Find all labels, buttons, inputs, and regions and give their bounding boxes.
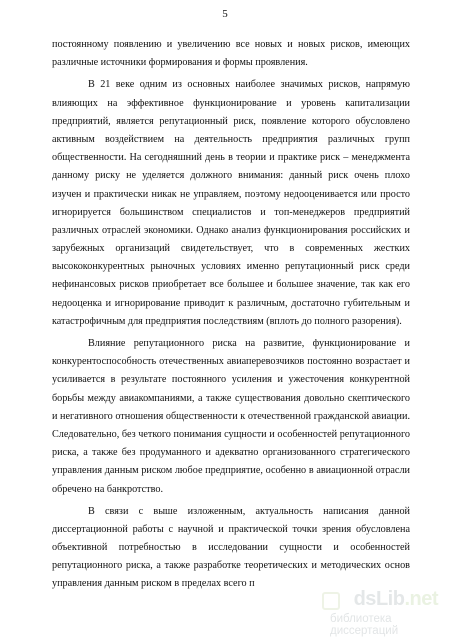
text-line: влияющих на эффективное функционирование и уровень капитализации [52, 97, 410, 109]
text-line: данному риску не уделяется должного внимания: данный риск очень плохо [52, 170, 410, 182]
text-line: диссертационной работы с научной и практической точки зрения обусловлена [52, 523, 410, 535]
text-line: общественности. На сегодняшний день в теории и практике риск – менеджмента [52, 152, 410, 164]
text-line: игнорируется большинством специалистов и топ-менеджеров предприятий [52, 206, 410, 218]
text-line: и негативного отношения общественности к отечественной гражданской авиации. [52, 410, 410, 422]
text-line: конкурентоспособность отечественных авиаперевозчиков постоянно возрастает и [52, 356, 410, 368]
text-line: нефинансовых рисков приобретает все большее и большее значение, так как его [52, 279, 410, 291]
text-line: объективной потребностью в исследовании сущности и особенностей [52, 542, 410, 554]
watermark [330, 588, 438, 637]
book-icon [322, 592, 340, 610]
watermark-logo: dsLib.net [353, 588, 438, 610]
text-line: В 21 веке одним из основных наиболее значимых рисков, напрямую [88, 79, 410, 91]
text-line: различные источники формирования и формы проявления. [52, 57, 308, 69]
text-line: обречено на банкротство. [52, 483, 163, 495]
text-line: В связи с выше изложенным, актуальность написания данной [88, 505, 410, 517]
text-line: борьбы между авиакомпаниями, а также существования довольно скептического [52, 392, 410, 404]
text-line: изучен и практически никак не управляем, поэтому недооценивается или просто [52, 188, 410, 200]
text-line: постоянному появлению и увеличению все новых и новых рисков, имеющих [52, 39, 410, 50]
text-line: активным воздействием на деятельность предприятия различных групп [52, 133, 410, 145]
text-line: усиливается в результате постоянного усиления и ужесточения конкурентной [52, 374, 410, 386]
document-body [52, 36, 410, 594]
watermark-subtitle: библиотека диссертаций [330, 613, 399, 637]
text-line: недооценка и игнорирование приводит к различным, достаточно губительным и [52, 297, 410, 309]
text-line: катастрофичным для предприятия последствиям (вплоть до полного разорения). [52, 315, 402, 327]
text-line: Следовательно, без четкого понимания сущности и особенностей репутационного [52, 428, 410, 440]
page-number: 5 [222, 8, 228, 20]
text-line: риска, а также без продуманного и адекватно организованного стратегического [52, 447, 410, 459]
text-line: Влияние репутационного риска на развитие, функционирование и [88, 338, 410, 349]
text-line: управления данным риском в пределах всего п [52, 578, 255, 590]
text-line: различных отраслей экономики. Однако анализ функционирования российских и [52, 224, 410, 236]
text-line: зарубежных организаций свидетельствует, что в современных жестких [52, 243, 410, 255]
text-line: высококонкурентных рыночных условиях именно репутационный риск среди [52, 261, 410, 273]
text-line: управления данным риском любое предприятие, особенно в авиационной отрасли [52, 465, 410, 477]
text-line: предприятий, является репутационный риск, появление которого обусловлено [52, 115, 410, 127]
text-line: репутационного риска, а также разработке теоретических и методических основ [52, 560, 410, 572]
